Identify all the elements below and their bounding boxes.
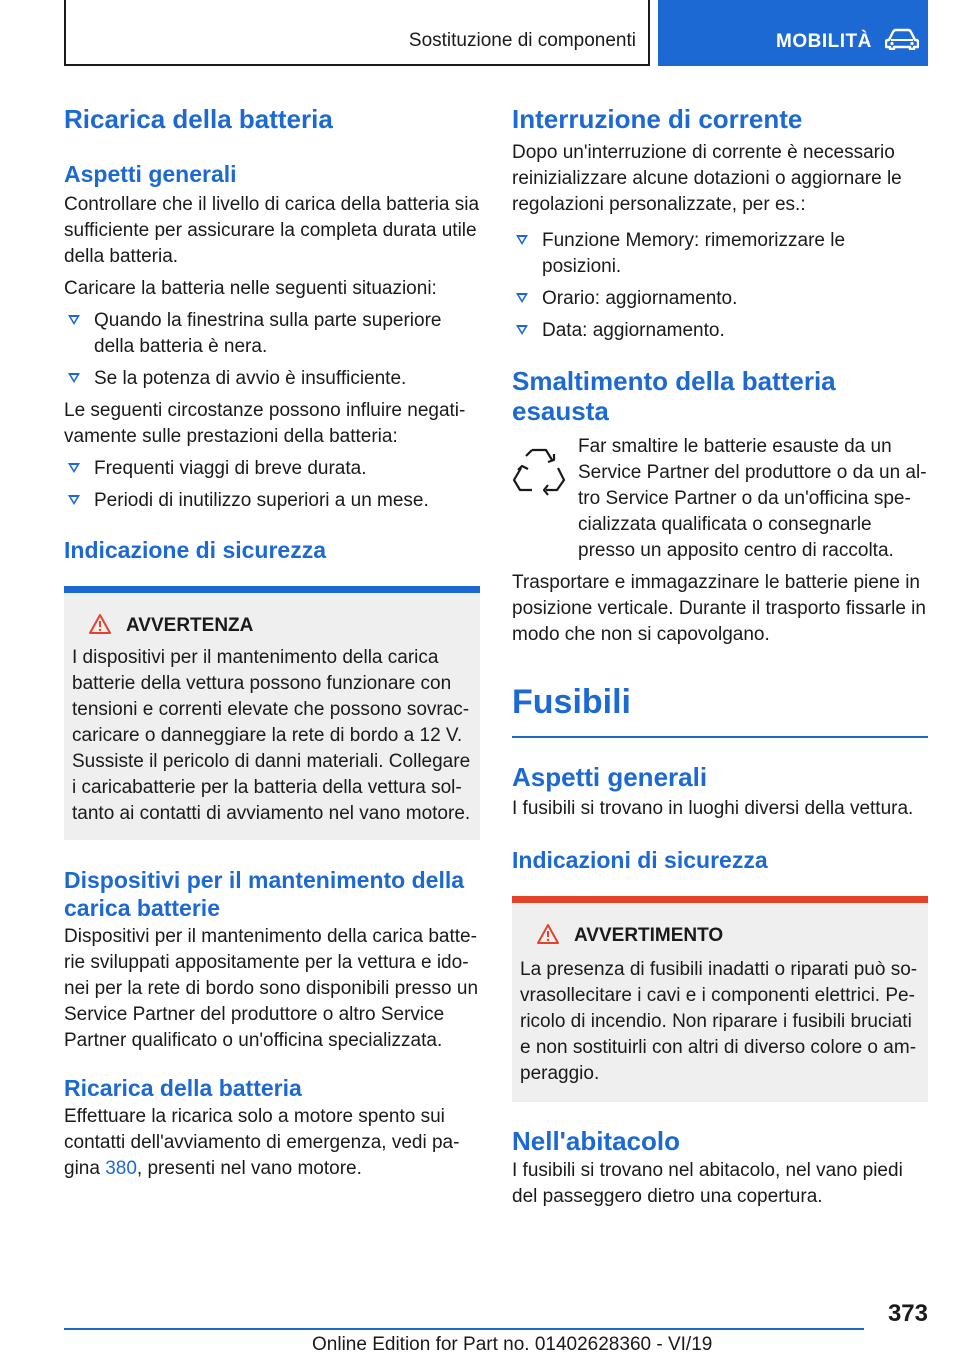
- paragraph-fusibili-luoghi: I fusibili si trovano in luoghi diversi della vettura.: [512, 798, 914, 819]
- heading-rule: [512, 736, 928, 738]
- heading-aspetti-generali-fusibili: Aspetti generali: [512, 762, 708, 792]
- bullet-triangle-icon: [68, 495, 80, 505]
- right-column: [512, 100, 928, 1210]
- warning-text: I dispositivi per il mantenimento della carica batterie della vettura possono funzionare con tensioni e correnti elevate che possono sovraccaricare o danneggiare la rete di bordo a 12 V. Sussiste il pericolo di danni materiali. Collegare i caricabatterie per la batteria della vettura soltanto ai contatti di avviamento nel vano motore.: [72, 647, 471, 824]
- heading-abitacolo: Nell'abitacolo: [512, 1126, 680, 1156]
- list-item: Frequenti viaggi di breve durata.: [64, 456, 480, 482]
- footer-rule: [64, 1328, 864, 1330]
- heading-indicazione-sicurezza: Indicazione di sicurezza: [64, 537, 327, 563]
- warning-bar: [64, 586, 480, 593]
- heading-indicazioni-sicurezza: Indicazioni di sicurezza: [512, 847, 768, 873]
- list-item: Data: aggiornamento.: [512, 318, 928, 344]
- heading-interruzione-corrente: Interruzione di corrente: [512, 104, 803, 134]
- bullet-triangle-icon: [516, 325, 528, 335]
- paragraph-livello-carica: Controllare che il livello di carica della batteria sia sufficiente per assicurare la completa durata utile della batteria.: [64, 194, 480, 267]
- paragraph-smaltimento: Far smaltire le batterie esauste da un Service Partner del produttore o da un altro Service Partner o da un'officina specializzata qualificata o consegnarle presso un apposito centro di raccolta.: [578, 436, 927, 561]
- paragraph-dispositivi: Dispositivi per il mantenimento della carica batterie sviluppati appositamente per la vettura e idonei per la rete di bordo sono disponibili presso un Service Partner del produttore o altro Service Partner qualificato o un'officina specializzata.: [64, 926, 479, 1051]
- list-circostanze: [64, 456, 480, 514]
- list-aggiornamenti: [512, 228, 928, 344]
- bullet-triangle-icon: [68, 315, 80, 325]
- list-situazioni: [64, 308, 480, 392]
- warning-box: [64, 586, 480, 840]
- warning-bar: [512, 896, 928, 903]
- page-header: [64, 0, 928, 66]
- bullet-triangle-icon: [516, 235, 528, 245]
- warning-triangle-icon: [536, 923, 560, 945]
- list-item: Orario: aggiornamento.: [512, 286, 928, 312]
- paragraph-interruzione: Dopo un'interruzione di corrente è necessario reinizializzare alcune dotazioni o aggiornare le regolazioni personalizzate, per es.:: [512, 142, 902, 215]
- section-tab: [64, 0, 650, 66]
- section-title: Sostituzione di componenti: [408, 30, 636, 51]
- paragraph-trasportare: Trasportare e immagazzinare le batterie piene in posizione verticale. Durante il trasporto fissarle in modo che non si capovolgano.: [512, 572, 926, 645]
- heading-ricarica-batteria-2: Ricarica della batteria: [64, 1075, 302, 1101]
- heading-dispositivi-mantenimento: Dispositivi per il mantenimento della carica batterie: [64, 867, 465, 921]
- paragraph-caricare-situazioni: Caricare la batteria nelle seguenti situazioni:: [64, 278, 437, 299]
- edition-text: Online Edition for Part no. 01402628360 - VI/19: [312, 1334, 713, 1355]
- car-icon: [885, 28, 919, 50]
- bullet-triangle-icon: [68, 463, 80, 473]
- heading-ricarica-batteria: Ricarica della batteria: [64, 104, 333, 134]
- chapter-tab: [658, 0, 928, 66]
- heading-fusibili: Fusibili: [512, 683, 631, 721]
- smaltimento-block: [512, 434, 928, 564]
- bullet-triangle-icon: [68, 373, 80, 383]
- list-item: Quando la finestrina sulla parte superiore della batteria è nera.: [64, 308, 480, 360]
- warning-title: AVVERTIMENTO: [512, 923, 928, 949]
- warning-title: AVVERTENZA: [64, 613, 480, 639]
- heading-aspetti-generali: Aspetti generali: [64, 161, 237, 187]
- page-number: 373: [887, 1300, 928, 1327]
- heading-smaltimento-batteria: Smaltimento della batteria esausta: [512, 366, 836, 426]
- left-column: [64, 100, 480, 1182]
- page-link-380[interactable]: 380: [105, 1158, 137, 1179]
- recycle-icon: [512, 444, 566, 496]
- paragraph-circostanze: Le seguenti circostanze possono influire negativamente sulle prestazioni della batteria:: [64, 400, 466, 447]
- warning-triangle-icon: [88, 613, 112, 635]
- bullet-triangle-icon: [516, 293, 528, 303]
- list-item: Funzione Memory: rimemorizzare le posizioni.: [512, 228, 928, 280]
- warning-text: La presenza di fusibili inadatti o riparati può sovrasollecitare i cavi e i componenti elettrici. Pericolo di incendio. Non riparare i fusibili bruciati e non sostituirli con altri di diverso colore o amperaggio.: [520, 959, 918, 1084]
- chapter-title: MOBILITÀ: [776, 31, 872, 52]
- warning-box: [512, 896, 928, 1102]
- paragraph-abitacolo: I fusibili si trovano nel abitacolo, nel vano piedi del passeggero dietro una copertura.: [512, 1160, 903, 1207]
- list-item: Se la potenza di avvio è insufficiente.: [64, 366, 480, 392]
- list-item: Periodi di inutilizzo superiori a un mese.: [64, 488, 480, 514]
- paragraph-effettuare-ricarica: Effettuare la ricarica solo a motore spento sui contatti dell'avviamento di emergenza, vedi pagina 380, presenti nel vano motore.: [64, 1106, 460, 1179]
